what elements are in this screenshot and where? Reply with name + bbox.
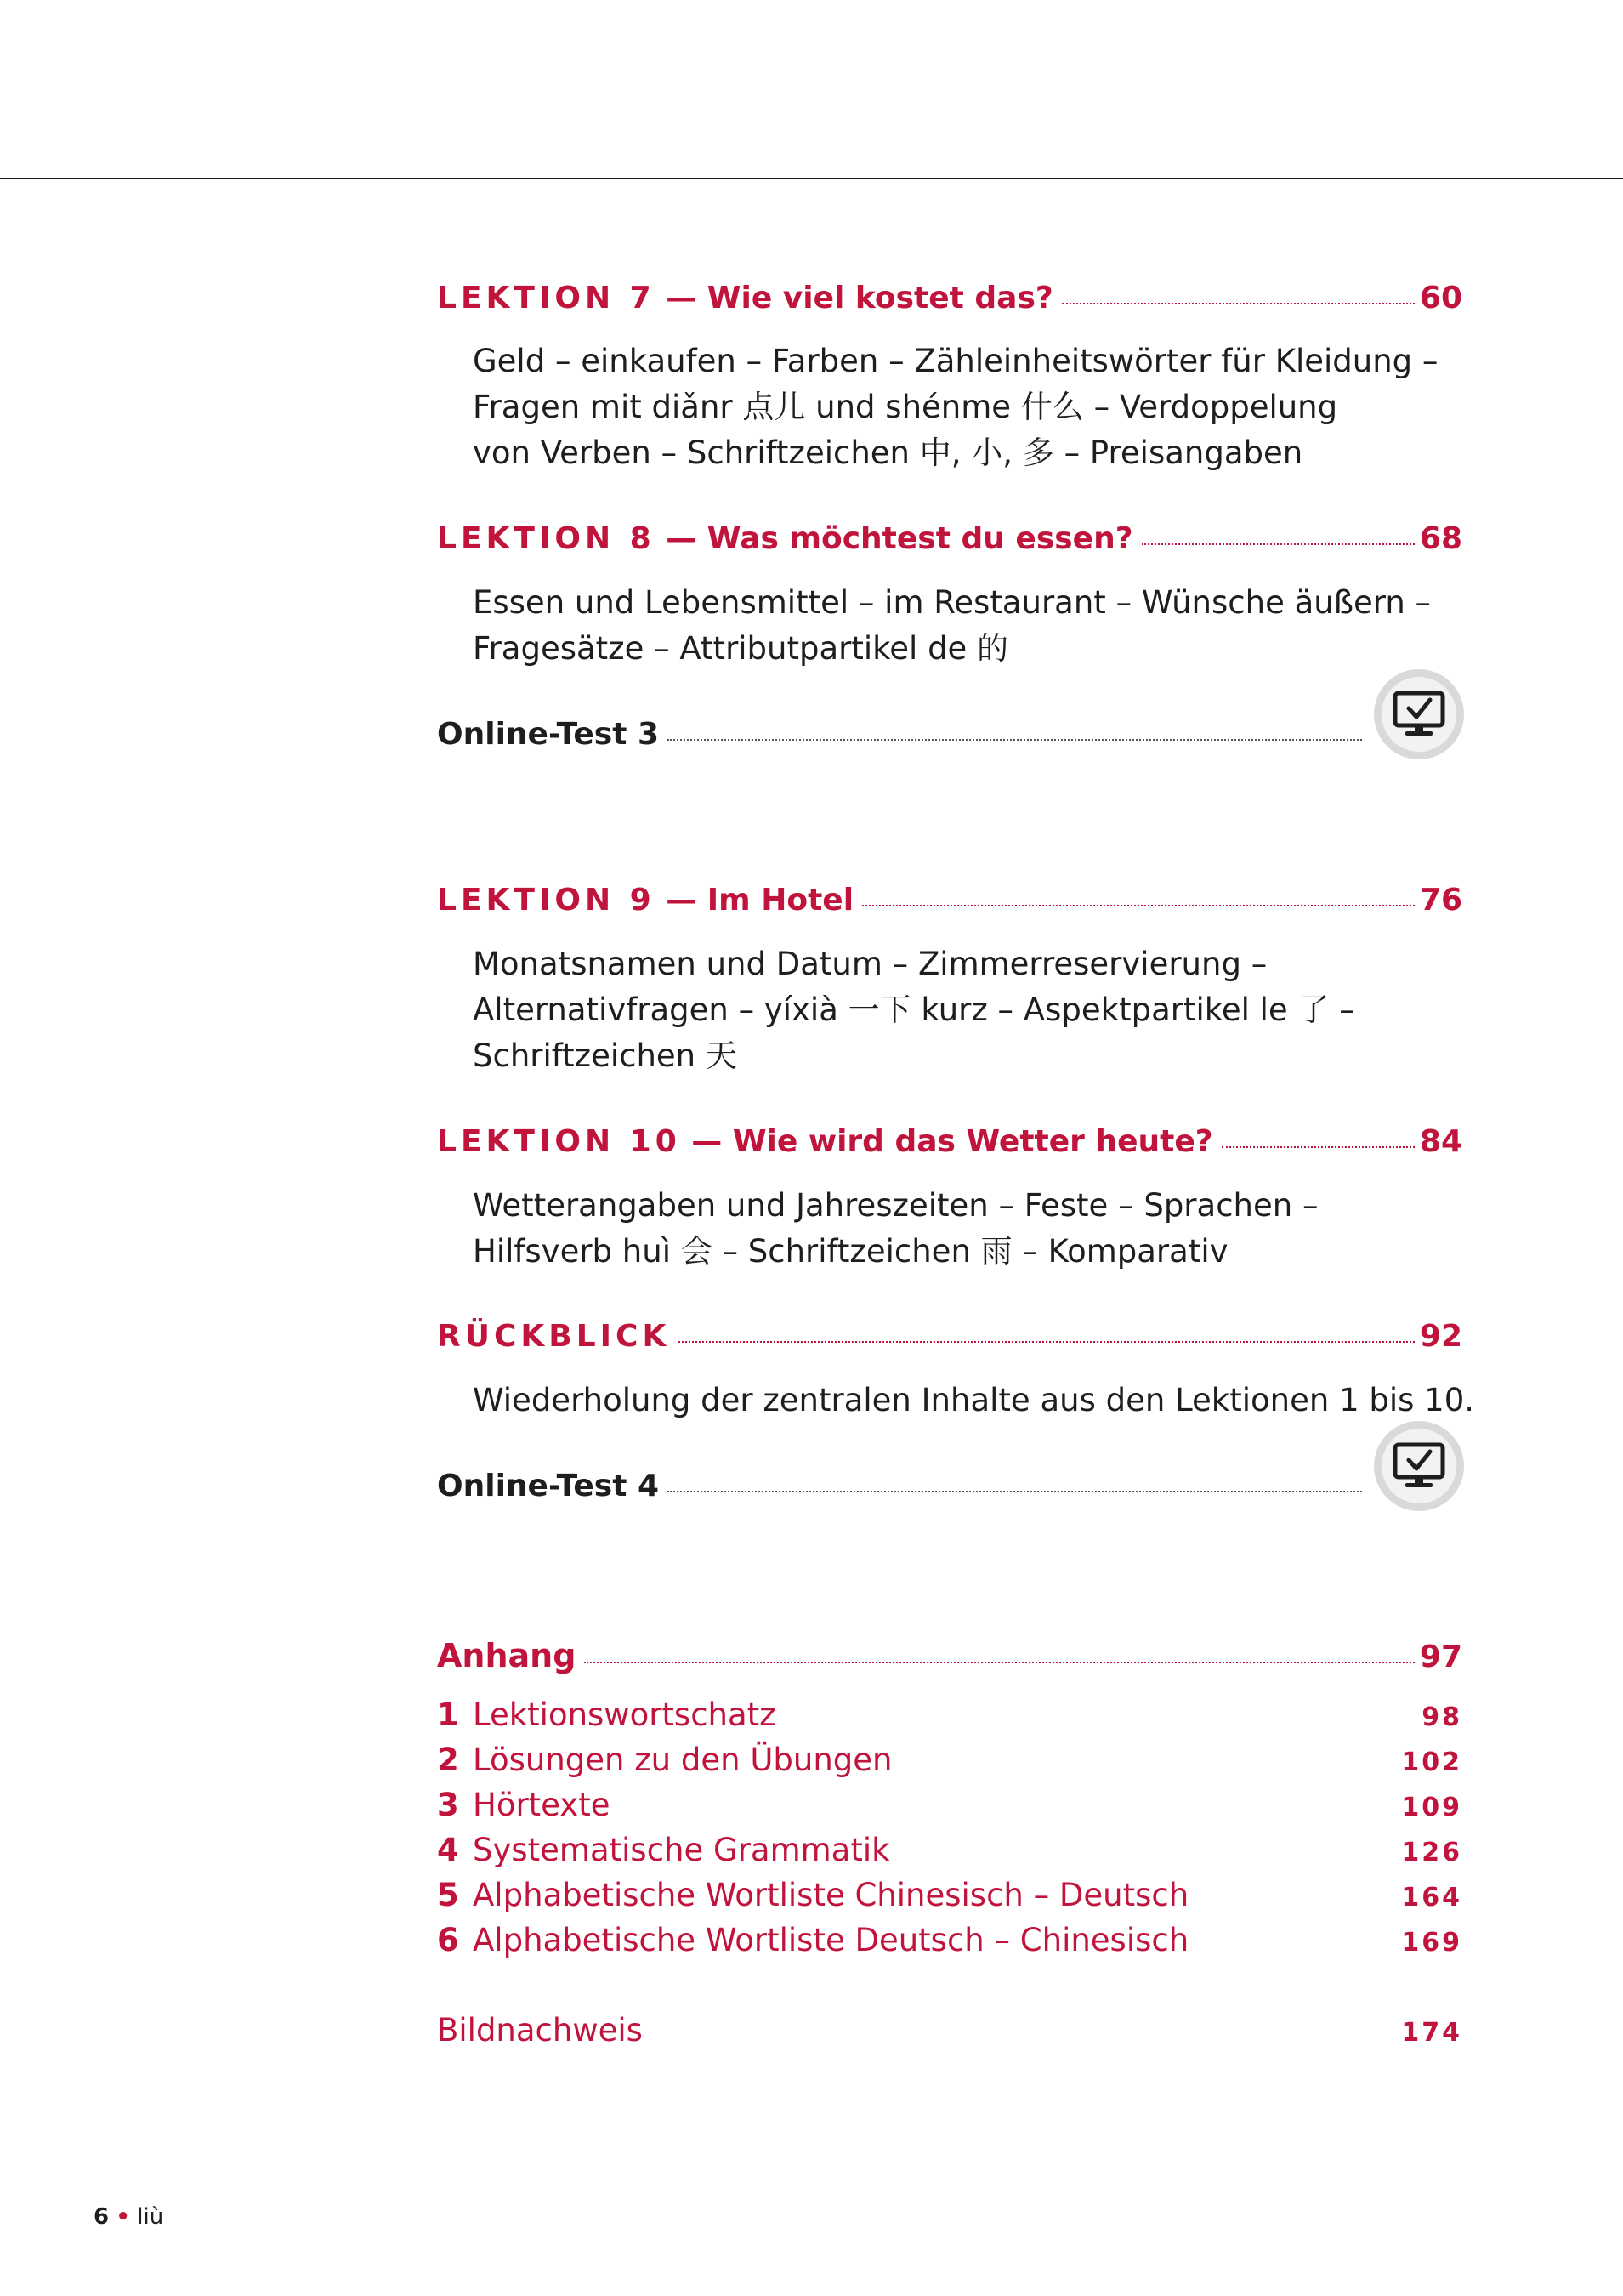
header-rule [0,178,1623,179]
appendix-item-number: 4 [437,1832,459,1868]
appendix-item[interactable] [437,1787,1462,1823]
leader-dots [667,739,1362,741]
appendix-item[interactable] [437,1922,1462,1958]
description-line: Fragesätze – Attributpartikel de 的 [473,630,1009,667]
description-line: Wetterangaben und Jahreszeiten – Feste – Sprachen – [473,1187,1319,1224]
lesson-10-number: LEKTION 10 [437,1124,681,1159]
lesson-9-number: LEKTION 9 [437,883,655,918]
appendix-item-label: Alphabetische Wortliste Chinesisch – Deutsch [473,1877,1189,1913]
appendix-item[interactable] [437,1696,1462,1733]
leader-dots [678,1341,1415,1343]
description-line: Schriftzeichen 天 [473,1037,737,1074]
lesson-9-title: — Im Hotel [666,883,854,918]
leader-dots [1222,1146,1415,1148]
lesson-7-heading[interactable] [437,281,1462,315]
appendix-heading[interactable] [437,1637,1462,1674]
footer-separator: • [116,2204,130,2230]
description-line: Fragen mit diǎnr 点儿 und shénme 什么 – Verdoppelung [473,389,1338,425]
computer-check-icon[interactable] [1374,669,1464,759]
lesson-8-description [473,580,1431,672]
lesson-7-title: — Wie viel kostet das? [666,281,1053,315]
appendix-item-label: Alphabetische Wortliste Deutsch – Chinesisch [473,1922,1189,1958]
online-test-4[interactable] [437,1469,1372,1503]
review-heading[interactable] [437,1319,1462,1354]
appendix-item-number: 3 [437,1787,459,1823]
lesson-9-heading[interactable] [437,883,1462,918]
lesson-8-page: 68 [1419,521,1462,556]
description-line: Geld – einkaufen – Farben – Zähleinheitswörter für Kleidung – [473,343,1439,379]
description-line: Monatsnamen und Datum – Zimmerreservierung – [473,946,1268,982]
leader-dots [667,1491,1362,1492]
leader-dots [584,1662,1414,1663]
appendix-item[interactable] [437,1742,1462,1778]
image-credits-page: 174 [1401,2018,1462,2048]
lesson-10-heading[interactable] [437,1124,1462,1159]
lesson-9-description [473,941,1355,1079]
description-line: Hilfsverb huì 会 – Schriftzeichen 雨 – Komparativ [473,1233,1229,1270]
lesson-7-description [473,338,1438,476]
appendix-item-label: Hörtexte [473,1787,610,1823]
description-line: Wiederholung der zentralen Inhalte aus den Lektionen 1 bis 10. [473,1382,1475,1418]
lesson-10-title: — Wie wird das Wetter heute? [691,1124,1213,1159]
appendix-item[interactable] [437,1832,1462,1868]
lesson-8-number: LEKTION 8 [437,521,655,556]
appendix-item-number: 6 [437,1922,459,1958]
description-line: Essen und Lebensmittel – im Restaurant – Wünsche äußern – [473,584,1432,621]
appendix-item-label: Lektionswortschatz [473,1696,776,1733]
lesson-10-page: 84 [1419,1124,1462,1159]
leader-dots [1142,543,1415,545]
lesson-8-heading[interactable] [437,521,1462,556]
image-credits-label: Bildnachweis [437,2012,643,2049]
lesson-10-description [473,1183,1318,1275]
image-credits[interactable] [437,2012,1462,2049]
review-description [473,1378,1474,1424]
online-test-3[interactable] [437,717,1372,752]
footer-page-number: 6 [94,2204,110,2230]
review-page: 92 [1419,1319,1462,1354]
appendix-item-number: 1 [437,1696,459,1733]
appendix-item-label: Lösungen zu den Übungen [473,1742,893,1778]
appendix-title: Anhang [437,1637,576,1674]
page-footer [94,2204,163,2230]
appendix-item-page: 169 [1401,1928,1462,1958]
appendix-item-page: 126 [1401,1838,1462,1867]
appendix-page: 97 [1419,1640,1462,1674]
leader-dots [1062,303,1415,304]
review-title: RÜCKBLICK [437,1319,671,1354]
appendix-item-label: Systematische Grammatik [473,1832,890,1868]
appendix-item-number: 2 [437,1742,459,1778]
lesson-7-number: LEKTION 7 [437,281,655,315]
appendix-item-number: 5 [437,1877,459,1913]
footer-pinyin: liù [137,2204,164,2230]
computer-check-icon[interactable] [1374,1421,1464,1511]
description-line: von Verben – Schriftzeichen 中, 小, 多 – Preisangaben [473,435,1303,471]
description-line: Alternativfragen – yíxià 一下 kurz – Aspektpartikel le 了 – [473,992,1355,1028]
appendix-item-page: 98 [1422,1702,1462,1732]
appendix-item[interactable] [437,1877,1462,1913]
lesson-9-page: 76 [1419,883,1462,918]
appendix-item-page: 102 [1401,1748,1462,1777]
online-test-3-label: Online-Test 3 [437,717,660,752]
lesson-7-page: 60 [1419,281,1462,315]
appendix-item-page: 109 [1401,1793,1462,1822]
appendix-item-page: 164 [1401,1883,1462,1912]
lesson-8-title: — Was möchtest du essen? [666,521,1133,556]
online-test-4-label: Online-Test 4 [437,1469,660,1503]
leader-dots [862,905,1415,906]
